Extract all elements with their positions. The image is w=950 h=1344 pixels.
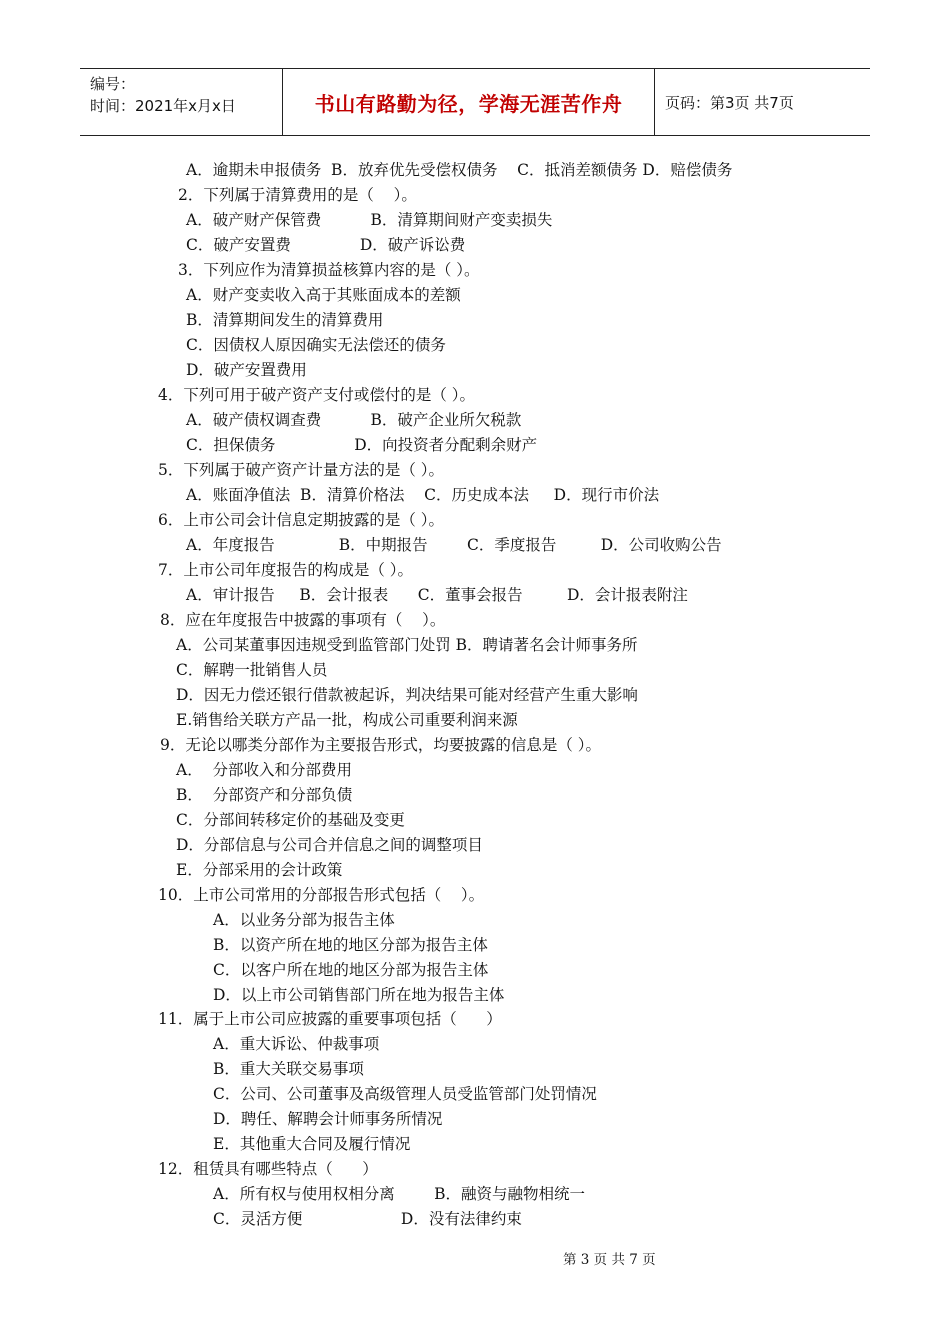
text-line: E.销售给关联方产品一批，构成公司重要利润来源 (176, 711, 518, 729)
text-line: C．分部间转移定价的基础及变更 (176, 811, 405, 829)
text-line: B．以资产所在地的地区分部为报告主体 (213, 936, 488, 954)
text-line: B．清算期间发生的清算费用 (186, 311, 384, 329)
text-line: 10．上市公司常用的分部报告形式包括（ ）。 (158, 886, 485, 904)
text-line: 9．无论以哪类分部作为主要报告形式，均要披露的信息是（ ）。 (160, 736, 602, 754)
text-line: A．公司某董事因违规受到监管部门处罚 B．聘请著名会计师事务所 (176, 636, 638, 654)
text-line: 4．下列可用于破产资产支付或偿付的是（ ）。 (158, 386, 476, 404)
text-line: D．聘任、解聘会计师事务所情况 (213, 1110, 443, 1128)
page-label: 页码：第3页 共7页 (665, 93, 794, 112)
date-label: 时间：2021年x月x日 (90, 97, 236, 115)
text-line: D．分部信息与公司合并信息之间的调整项目 (176, 836, 483, 854)
text-line: 3．下列应作为清算损益核算内容的是（ ）。 (178, 261, 480, 279)
text-line: 6．上市公司会计信息定期披露的是（ ）。 (158, 511, 445, 529)
text-line: 5．下列属于破产资产计量方法的是（ ）。 (158, 461, 445, 479)
text-line: A．重大诉讼、仲裁事项 (213, 1035, 380, 1053)
text-line: 12．租赁具有哪些特点（ ） (158, 1160, 378, 1178)
text-line: A．年度报告 B．中期报告 C．季度报告 D．公司收购公告 (186, 536, 722, 554)
text-line: 7．上市公司年度报告的构成是（ ）。 (158, 561, 414, 579)
page-header (80, 68, 870, 136)
text-line: D．破产安置费用 (186, 361, 307, 379)
text-line: E．分部采用的会计政策 (176, 861, 343, 879)
text-line: A．破产财产保管费 B．清算期间财产变卖损失 (186, 211, 553, 229)
text-line: C．破产安置费 D．破产诉讼费 (186, 236, 466, 254)
text-line: D．以上市公司销售部门所在地为报告主体 (213, 986, 505, 1004)
text-line: A．财产变卖收入高于其账面成本的差额 (186, 286, 461, 304)
text-line: B． 分部资产和分部负债 (176, 786, 353, 804)
motto: 书山有路勤为径，学海无涯苦作舟 (283, 69, 655, 135)
header-left-cell (80, 69, 283, 135)
text-line: 2．下列属于清算费用的是（ ）。 (178, 186, 417, 204)
text-line: C．公司、公司董事及高级管理人员受监管部门处罚情况 (213, 1085, 597, 1103)
page-footer: 第 3 页 共 7 页 (563, 1252, 656, 1268)
text-line: C．因债权人原因确实无法偿还的债务 (186, 336, 446, 354)
text-line: C．解聘一批销售人员 (176, 661, 328, 679)
text-line: A． 分部收入和分部费用 (176, 761, 353, 779)
text-line: A．所有权与使用权相分离 B．融资与融物相统一 (213, 1185, 586, 1203)
text-line: E．其他重大合同及履行情况 (213, 1135, 411, 1153)
text-line: B．重大关联交易事项 (213, 1060, 364, 1078)
text-line: A．以业务分部为报告主体 (213, 911, 395, 929)
text-line: A．逾期未申报债务 B．放弃优先受偿权债务 C．抵消差额债务 D．赔偿债务 (186, 161, 733, 179)
text-line: C．担保债务 D．向投资者分配剩余财产 (186, 436, 538, 454)
text-line: D．因无力偿还银行借款被起诉，判决结果可能对经营产生重大影响 (176, 686, 638, 704)
text-line: 8．应在年度报告中披露的事项有（ ）。 (160, 611, 446, 629)
text-line: A．破产债权调查费 B．破产企业所欠税款 (186, 411, 522, 429)
text-line: A．账面净值法 B．清算价格法 C．历史成本法 D．现行市价法 (186, 486, 660, 504)
text-line: 11．属于上市公司应披露的重要事项包括（ ） (158, 1010, 502, 1028)
code-label: 编号： (90, 75, 136, 93)
text-line: C．以客户所在地的地区分部为报告主体 (213, 961, 489, 979)
text-line: A．审计报告 B．会计报表 C．董事会报告 D．会计报表附注 (186, 586, 688, 604)
text-line: C．灵活方便 D．没有法律约束 (213, 1210, 522, 1228)
